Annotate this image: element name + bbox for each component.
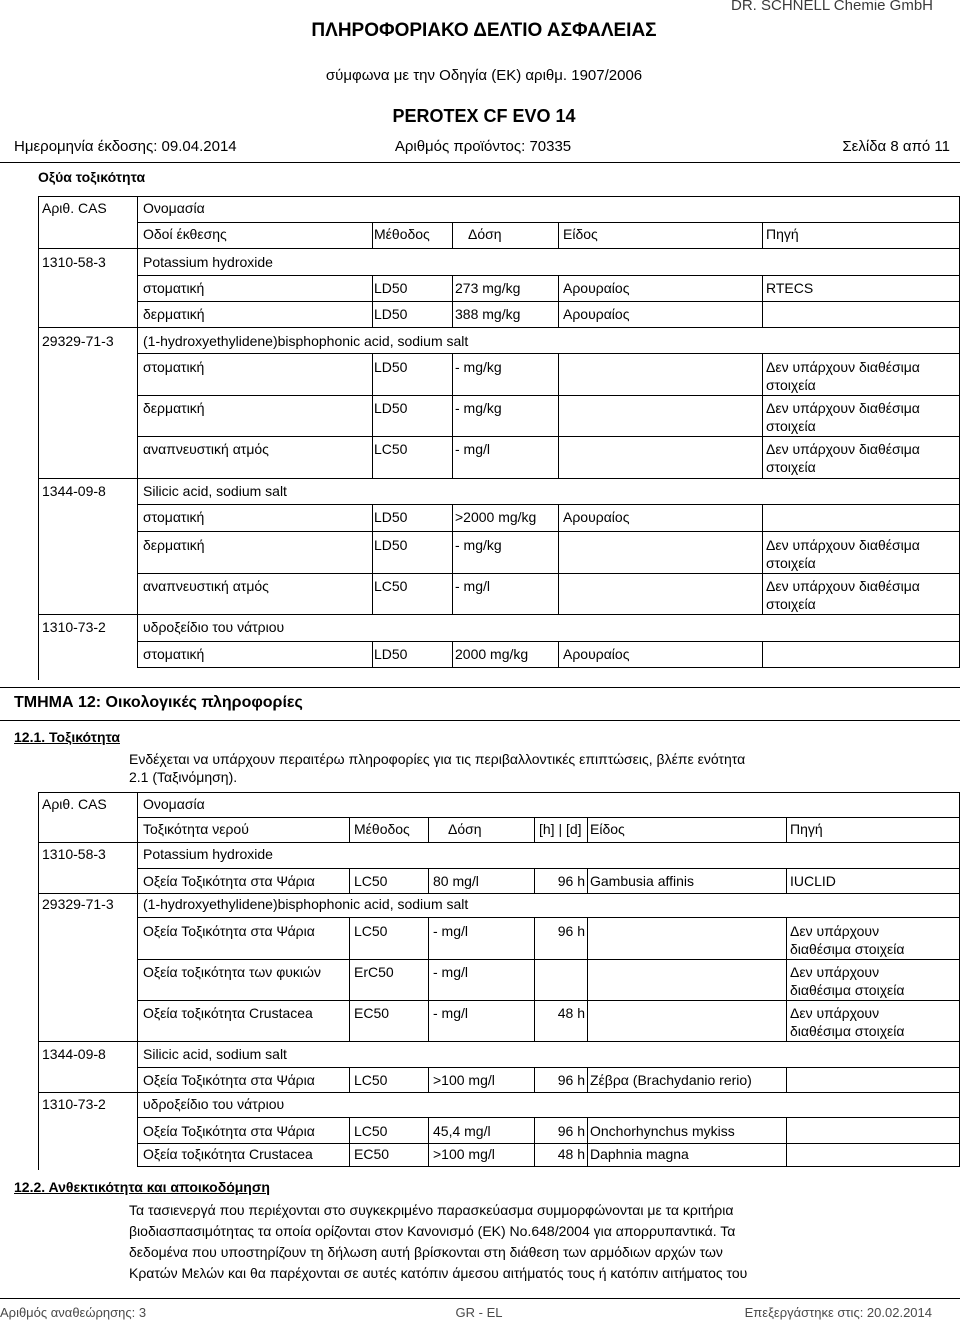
test-method: LC50 — [374, 578, 408, 594]
dose-value: - mg/l — [455, 441, 490, 457]
species: Daphnia magna — [590, 1146, 689, 1162]
test-type: Οξεία Τοξικότητα στα Ψάρια — [143, 1072, 315, 1088]
column-header-name: Ονομασία — [143, 200, 205, 216]
source: Δεν υπάρχουν διαθέσιμα στοιχεία — [766, 441, 920, 475]
test-type: Οξεία Τοξικότητα στα Ψάρια — [143, 1123, 315, 1139]
table-rule — [587, 917, 588, 1041]
substance-row — [0, 482, 960, 500]
persistence-text-line: Τα τασιενεργά που περιέχονται στο συγκεκριμένο παρασκεύασμα συμμορφώνονται με τα κριτήρια — [129, 1202, 734, 1218]
table-rule — [762, 353, 763, 478]
species: Αρουραίος — [563, 306, 630, 322]
table-rule — [452, 504, 453, 614]
exposure-duration: 96 h — [557, 923, 585, 939]
table-rule — [137, 641, 960, 642]
column-header-source: Πηγή — [766, 226, 799, 242]
source: Δεν υπάρχουν διαθέσιμα στοιχεία — [766, 359, 920, 393]
table-rule — [38, 792, 960, 793]
table-rule — [137, 917, 960, 918]
exposure-route: στοματική — [143, 646, 205, 662]
table-rule — [137, 573, 960, 574]
table-rule — [137, 301, 960, 302]
substance-name: Potassium hydroxide — [143, 846, 273, 862]
substance-row — [0, 253, 960, 271]
toxicity-note-line: Ενδέχεται να υπάρχουν περαιτέρω πληροφορίες για τις περιβαλλοντικές επιπτώσεις, βλέπε ενότητα — [129, 751, 746, 767]
species: Αρουραίος — [563, 280, 630, 296]
table-rule — [372, 504, 373, 614]
dose-value: - mg/kg — [455, 400, 502, 416]
cas-number: 1310-58-3 — [42, 254, 106, 270]
acute-toxicity-heading: Οξύα τοξικότητα — [38, 169, 146, 185]
test-method: ErC50 — [354, 964, 394, 980]
dose-value: 273 mg/kg — [455, 280, 521, 296]
language-code: GR - EL — [455, 1305, 503, 1320]
exposure-duration: 96 h — [557, 873, 585, 889]
table-rule — [349, 1117, 350, 1166]
table-rule — [137, 1117, 960, 1118]
table-rule — [38, 1041, 960, 1042]
table-rule — [38, 248, 960, 249]
cas-number: 29329-71-3 — [42, 896, 114, 912]
table-rule — [452, 641, 453, 667]
test-method: LC50 — [354, 873, 388, 889]
substance-name: Silicic acid, sodium salt — [143, 1046, 287, 1062]
source: Δεν υπάρχουν διαθέσιμα στοιχεία — [790, 923, 905, 957]
persistence-text-line: Κρατών Μελών και θα παρέχονται σε αυτές κατόπιν άμεσου αιτήματός τους ή κατόπιν αιτήματος του — [129, 1265, 748, 1281]
table-rule — [558, 275, 559, 327]
table-rule — [428, 817, 429, 842]
table-rule — [38, 327, 960, 328]
test-method: LD50 — [374, 537, 408, 553]
page-number: Σελίδα 8 από 11 — [842, 138, 950, 155]
exposure-route: αναπνευστική ατμός — [143, 441, 269, 457]
exposure-route: στοματική — [143, 509, 205, 525]
exposure-duration: 48 h — [557, 1146, 585, 1162]
column-header-method: Μέθοδος — [374, 226, 430, 242]
dose-value: - mg/l — [433, 923, 468, 939]
persistence-heading: 12.2. Ανθεκτικότητα και αποικοδόμηση — [14, 1179, 270, 1195]
table-row — [0, 279, 960, 297]
column-header-name: Ονομασία — [143, 796, 205, 812]
table-rule — [786, 1117, 787, 1166]
table-rule — [137, 222, 960, 223]
test-method: EC50 — [354, 1005, 390, 1021]
species: Onchorhynchus mykiss — [590, 1123, 735, 1139]
document-title: ΠΛΗΡΟΦΟΡΙΑΚΟ ΔΕΛΤΙΟ ΑΣΦΑΛΕΙΑΣ — [311, 20, 657, 41]
table-rule — [372, 275, 373, 327]
dose-value: 2000 mg/kg — [455, 646, 529, 662]
source: Δεν υπάρχουν διαθέσιμα στοιχεία — [790, 964, 905, 998]
table-rule — [372, 641, 373, 667]
source: Δεν υπάρχουν διαθέσιμα στοιχεία — [790, 1005, 905, 1039]
table-rule — [0, 1298, 960, 1299]
table-row — [0, 1122, 960, 1140]
dose-value: 80 mg/l — [433, 873, 479, 889]
table-rule — [38, 893, 960, 894]
exposure-duration: 48 h — [557, 1005, 585, 1021]
persistence-text-line: βιοδιασπασιμότητας τα οποία ορίζονται στον Κανονισμό (ΕΚ) No.648/2004 για απορρυπαντικά. Τα — [129, 1223, 736, 1239]
exposure-route: δερματική — [143, 306, 205, 322]
table-row — [0, 1071, 960, 1089]
table-rule — [137, 436, 960, 437]
cas-number: 1310-73-2 — [42, 1096, 106, 1112]
table-rule — [38, 196, 39, 680]
table-rule — [137, 1067, 960, 1068]
test-method: LC50 — [354, 923, 388, 939]
test-method: LD50 — [374, 509, 408, 525]
source: RTECS — [766, 280, 814, 296]
column-header-source: Πηγή — [790, 821, 823, 837]
table-rule — [137, 959, 960, 960]
table-rule — [38, 478, 960, 479]
column-header-species: Είδος — [590, 821, 625, 837]
table-rule — [534, 1117, 535, 1166]
table-rule — [452, 222, 453, 248]
exposure-route: στοματική — [143, 359, 205, 375]
test-method: LD50 — [374, 306, 408, 322]
table-rule — [137, 868, 960, 869]
dose-value: - mg/kg — [455, 537, 502, 553]
table-rule — [587, 1067, 588, 1092]
table-rule — [452, 275, 453, 327]
table-header-row — [0, 225, 960, 243]
toxicity-note-line: 2.1 (Ταξινόμηση). — [129, 769, 238, 785]
table-rule — [762, 222, 763, 248]
substance-name: (1-hydroxyethylidene)bisphophonic acid, sodium salt — [143, 896, 469, 912]
table-rule — [558, 641, 559, 667]
table-rule — [137, 667, 960, 668]
exposure-route: δερματική — [143, 400, 205, 416]
exposure-duration: 96 h — [557, 1072, 585, 1088]
dose-value: >100 mg/l — [433, 1072, 495, 1088]
substance-row — [0, 332, 960, 350]
table-row — [0, 872, 960, 890]
table-row — [0, 358, 960, 393]
table-rule — [372, 353, 373, 478]
product-name: PEROTEX CF EVO 14 — [392, 106, 576, 126]
table-rule — [137, 531, 960, 532]
table-rule — [786, 917, 787, 1041]
table-rule — [534, 817, 535, 842]
substance-row — [0, 618, 960, 636]
table-row — [0, 1145, 960, 1163]
regulation-reference: σύμφωνα με την Οδηγία (ΕΚ) αριθμ. 1907/2006 — [325, 67, 643, 84]
table-row — [0, 1004, 960, 1039]
table-rule — [534, 1067, 535, 1092]
column-header-test: Τοξικότητα νερού — [143, 821, 249, 837]
exposure-duration: 96 h — [557, 1123, 585, 1139]
test-method: LD50 — [374, 359, 408, 375]
table-rule — [762, 275, 763, 327]
species: Αρουραίος — [563, 646, 630, 662]
column-header-cas: Αριθ. CAS — [42, 796, 107, 812]
table-rule — [786, 817, 787, 842]
table-rule — [452, 353, 453, 478]
table-rule — [137, 792, 138, 1166]
species: Ζέβρα (Brachydanio rerio) — [590, 1072, 752, 1088]
test-method: LD50 — [374, 280, 408, 296]
source: Δεν υπάρχουν διαθέσιμα στοιχεία — [766, 537, 920, 571]
table-rule — [428, 1117, 429, 1166]
table-row — [0, 577, 960, 612]
table-rule — [137, 196, 138, 667]
table-row — [0, 536, 960, 571]
table-rule — [587, 868, 588, 893]
test-method: LC50 — [374, 441, 408, 457]
column-header-duration: [h] | [d] — [539, 821, 582, 837]
table-rule — [349, 817, 350, 842]
table-rule — [349, 917, 350, 1041]
test-type: Οξεία Τοξικότητα στα Ψάρια — [143, 873, 315, 889]
substance-name: Silicic acid, sodium salt — [143, 483, 287, 499]
column-header-cas: Αριθ. CAS — [42, 200, 107, 216]
table-header-row — [0, 199, 960, 217]
dose-value: 388 mg/kg — [455, 306, 521, 322]
substance-row — [0, 895, 960, 913]
exposure-route: δερματική — [143, 537, 205, 553]
table-rule — [558, 353, 559, 478]
table-rule — [786, 1067, 787, 1092]
revision-number: Αριθμός αναθεώρησης: 3 — [0, 1305, 147, 1320]
table-rule — [137, 353, 960, 354]
cas-number: 29329-71-3 — [42, 333, 114, 349]
test-method: LD50 — [374, 400, 408, 416]
cas-number: 1344-09-8 — [42, 1046, 106, 1062]
table-rule — [38, 792, 39, 1170]
test-method: LC50 — [354, 1123, 388, 1139]
test-method: LD50 — [374, 646, 408, 662]
table-rule — [349, 868, 350, 893]
table-rule — [137, 817, 960, 818]
table-rule — [587, 1117, 588, 1166]
test-method: EC50 — [354, 1146, 390, 1162]
table-rule — [428, 917, 429, 1041]
table-rule — [137, 504, 960, 505]
section-12-title: ΤΜΗΜΑ 12: Οικολογικές πληροφορίες — [14, 694, 303, 711]
product-number: Αριθμός προϊόντος: 70335 — [394, 138, 572, 155]
column-header-method: Μέθοδος — [354, 821, 410, 837]
table-rule — [0, 720, 960, 721]
test-type: Οξεία τοξικότητα Crustacea — [143, 1146, 313, 1162]
dose-value: - mg/l — [433, 964, 468, 980]
substance-name: υδροξείδιο του νάτριου — [143, 619, 285, 635]
table-rule — [137, 1143, 960, 1144]
substance-row — [0, 1095, 960, 1113]
dose-value: >2000 mg/kg — [455, 509, 537, 525]
dose-value: - mg/kg — [455, 359, 502, 375]
table-rule — [137, 275, 960, 276]
table-rule — [0, 687, 960, 688]
substance-name: υδροξείδιο του νάτριου — [143, 1096, 285, 1112]
table-header-row — [0, 795, 960, 813]
table-rule — [38, 614, 960, 615]
table-rule — [349, 1067, 350, 1092]
table-header-row — [0, 820, 960, 838]
test-method: LC50 — [354, 1072, 388, 1088]
table-rule — [137, 1000, 960, 1001]
exposure-route: στοματική — [143, 280, 205, 296]
table-rule — [558, 504, 559, 614]
substance-row — [0, 845, 960, 863]
test-type: Οξεία τοξικότητα των φυκιών — [143, 964, 321, 980]
column-header-dose: Δόση — [468, 226, 502, 242]
table-rule — [38, 196, 960, 197]
cas-number: 1310-73-2 — [42, 619, 106, 635]
species: Αρουραίος — [563, 509, 630, 525]
exposure-route: αναπνευστική ατμός — [143, 578, 269, 594]
table-rule — [587, 817, 588, 842]
source: Δεν υπάρχουν διαθέσιμα στοιχεία — [766, 400, 920, 434]
dose-value: - mg/l — [455, 578, 490, 594]
source: Δεν υπάρχουν διαθέσιμα στοιχεία — [766, 578, 920, 612]
revision-date: Επεξεργάστηκε στις: 20.02.2014 — [744, 1305, 932, 1320]
company-name: DR. SCHNELL Chemie GmbH — [731, 0, 933, 14]
table-row — [0, 440, 960, 475]
dose-value: 45,4 mg/l — [433, 1123, 491, 1139]
table-rule — [786, 868, 787, 893]
cas-number: 1344-09-8 — [42, 483, 106, 499]
persistence-text-line: δεδομένα που υποστηρίζουν τη δήλωση αυτή βρίσκονται στη διάθεση των αρμόδιων αρχών των — [129, 1244, 723, 1260]
dose-value: >100 mg/l — [433, 1146, 495, 1162]
column-header-route: Οδοί έκθεσης — [143, 226, 227, 242]
column-header-species: Είδος — [563, 226, 598, 242]
substance-row — [0, 1045, 960, 1063]
table-rule — [38, 1092, 960, 1093]
source: IUCLID — [790, 873, 836, 889]
substance-name: (1-hydroxyethylidene)bisphophonic acid, sodium salt — [143, 333, 469, 349]
table-row — [0, 922, 960, 957]
table-rule — [428, 1067, 429, 1092]
column-header-dose: Δόση — [448, 821, 482, 837]
table-rule — [558, 222, 559, 248]
table-row — [0, 963, 960, 998]
table-rule — [762, 641, 763, 667]
issue-date: Ημερομηνία έκδοσης: 09.04.2014 — [14, 138, 237, 155]
cas-number: 1310-58-3 — [42, 846, 106, 862]
table-row — [0, 399, 960, 434]
table-row — [0, 645, 960, 663]
test-type: Οξεία τοξικότητα Crustacea — [143, 1005, 313, 1021]
table-rule — [38, 842, 960, 843]
table-rule — [137, 1166, 960, 1167]
table-rule — [0, 162, 960, 163]
table-row — [0, 508, 960, 526]
table-rule — [137, 395, 960, 396]
dose-value: - mg/l — [433, 1005, 468, 1021]
species: Gambusia affinis — [590, 873, 695, 889]
table-rule — [372, 222, 373, 248]
table-row — [0, 305, 960, 323]
table-rule — [534, 917, 535, 1041]
table-rule — [534, 868, 535, 893]
test-type: Οξεία Τοξικότητα στα Ψάρια — [143, 923, 315, 939]
table-rule — [428, 868, 429, 893]
table-rule — [762, 504, 763, 614]
toxicity-heading: 12.1. Τοξικότητα — [14, 729, 120, 745]
substance-name: Potassium hydroxide — [143, 254, 273, 270]
